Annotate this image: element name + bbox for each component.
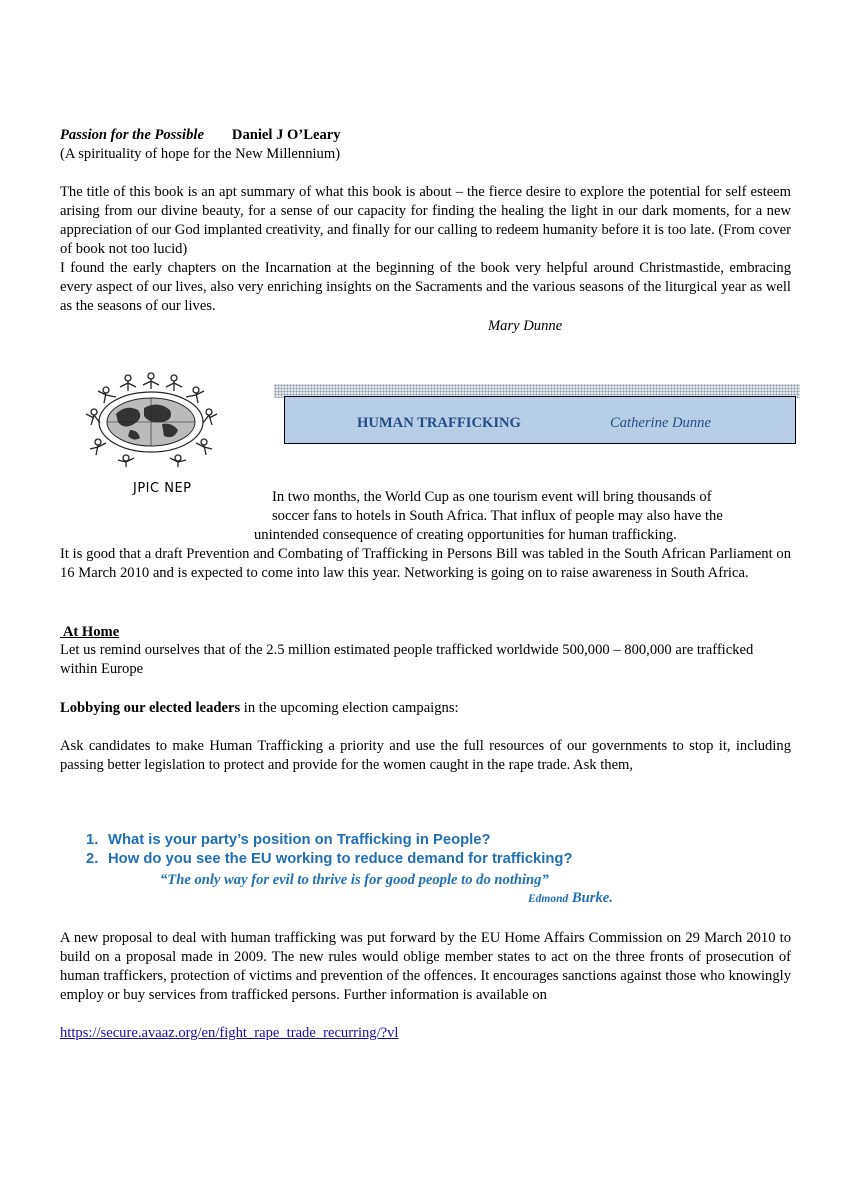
question-text: What is your party’s position on Trafficking in People? <box>108 832 491 848</box>
question-text: How do you see the EU working to reduce demand for trafficking? <box>108 851 573 867</box>
lobbying-bold: Lobbying our elected leaders <box>60 700 241 716</box>
avaaz-link[interactable]: https://secure.avaaz.org/en/fight_rape_trade_recurring/?vl <box>60 1025 399 1041</box>
questions-list <box>86 831 573 869</box>
review-paragraph-2: I found the early chapters on the Incarnation at the beginning of the book very helpful around Christmastide, embracing every aspect of our lives, also very enriching insights on the Sacraments and the various seasons of the liturgical year as well as the seasons of our lives. <box>60 260 791 314</box>
quote: “The only way for evil to thrive is for good people to do nothing” <box>160 872 549 888</box>
logo-caption: JPIC NEP <box>133 481 192 496</box>
trafficking-author: Catherine Dunne <box>610 415 711 431</box>
trafficking-heading: HUMAN TRAFFICKING <box>357 415 521 431</box>
lobbying-rest: in the upcoming election campaigns: <box>240 700 459 716</box>
list-number: 1. <box>86 832 99 848</box>
list-item <box>86 831 573 850</box>
review-paragraph-1: The title of this book is an apt summary of what this book is about – the fierce desire to explore the potential for self esteem arising from our divine beauty, for a sense of our capacity for finding the healing the light in our dark moments, for a new appreciation of our God implanted creativity, and finally for our calling to redeem humanity before it is too late. (From cover of book not too lucid) <box>60 184 791 257</box>
book-subtitle: (A spirituality of hope for the New Millennium) <box>60 146 341 162</box>
book-title: Passion for the Possible <box>60 127 204 143</box>
quote-author-last: Burke. <box>571 890 613 906</box>
trafficking-intro-line-1: In two months, the World Cup as one tourism event will bring thousands of <box>272 489 712 505</box>
trafficking-intro-line-2: soccer fans to hotels in South Africa. That influx of people may also have the <box>272 508 723 524</box>
trafficking-paragraph-2: It is good that a draft Prevention and Combating of Trafficking in Persons Bill was tabled in the South African Parliament on 16 March 2010 and is expected to come into law this year. Networking is going on to raise awareness in South Africa. <box>60 546 791 581</box>
book-author: Daniel J O’Leary <box>231 127 341 143</box>
quote-author-first: Edmond <box>528 893 569 905</box>
quote-author <box>528 889 613 909</box>
lobbying-paragraph <box>60 699 791 718</box>
list-number: 2. <box>86 851 99 867</box>
trafficking-banner <box>284 396 796 444</box>
reviewer-name: Mary Dunne <box>488 318 563 334</box>
at-home-paragraph: Let us remind ourselves that of the 2.5 million estimated people trafficked worldwide 500,000 – 800,000 are trafficked within Europe <box>60 642 754 677</box>
ask-candidates-paragraph: Ask candidates to make Human Trafficking a priority and use the full resources of our governments to stop it, including passing better legislation to protect and provide for the women caught in the rape trade. Ask them, <box>60 738 791 773</box>
review-header <box>60 126 341 145</box>
proposal-paragraph: A new proposal to deal with human trafficking was put forward by the EU Home Affairs Commission on 29 March 2010 to build on a proposal made in 2009. The new rules would oblige member states to act on the three fronts of prosecution of human traffickers, protection of victims and prevention of the offences. It encourages sanctions against those who knowingly employ or buy services from trafficked persons. Further information is available on <box>60 930 791 1003</box>
list-item <box>86 850 573 869</box>
jpic-logo-icon <box>66 372 236 468</box>
trafficking-intro-line-3: unintended consequence of creating opportunities for human trafficking. <box>254 527 677 543</box>
at-home-heading: At Home <box>60 624 120 640</box>
